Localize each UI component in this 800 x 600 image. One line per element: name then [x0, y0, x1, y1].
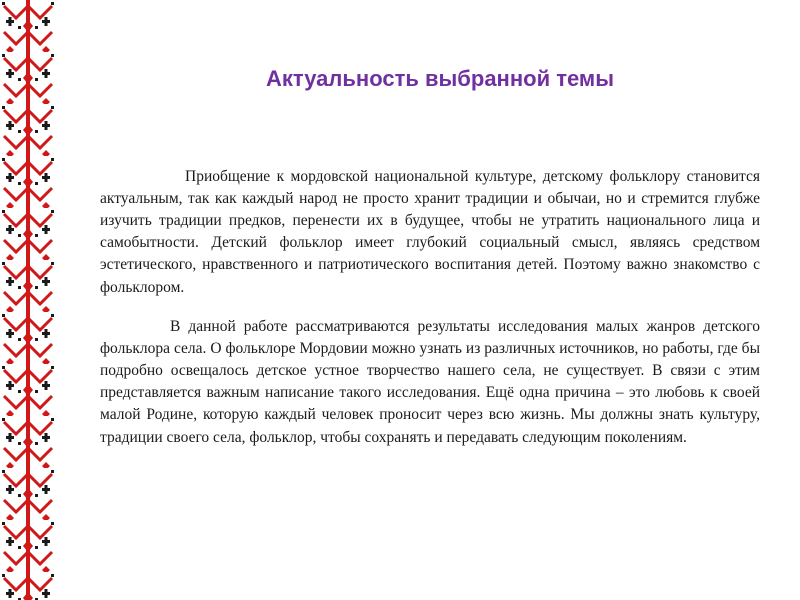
- paragraph-research: В данной работе рассматриваются результаты исследования малых жанров детского фольклора села. О фольклоре Мордовии можно узнать из различных источников, но работы, где бы подробно освещалось детское устное творчество нашего села, не существует. В связи с этим представляется важным написание такого исследования. Ещё одна причина – это любовь к своей малой Родине, которую каждый человек проносит через всю жизнь. Мы должны знать культуру, традиции своего села, фольклор, чтобы сохранять и передавать следующим поколениям.: [100, 317, 760, 446]
- paragraph-relevance: Приобщение к мордовской национальной культуре, детскому фольклору становится актуальным, так как каждый народ не просто хранит традиции и обычаи, но и стремится глубже изучить традиции предков, перенести их в будущее, чтобы не утратить национального лица и самобытности. Детский фольклор имеет глубокий социальный смысл, являясь средством эстетического, нравственного и патриотического воспитания детей. Поэтому важно знакомство с фольклором.: [100, 167, 760, 296]
- slide-title: Актуальность выбранной темы: [266, 66, 614, 91]
- mordovian-embroidery-border-icon: [0, 0, 56, 600]
